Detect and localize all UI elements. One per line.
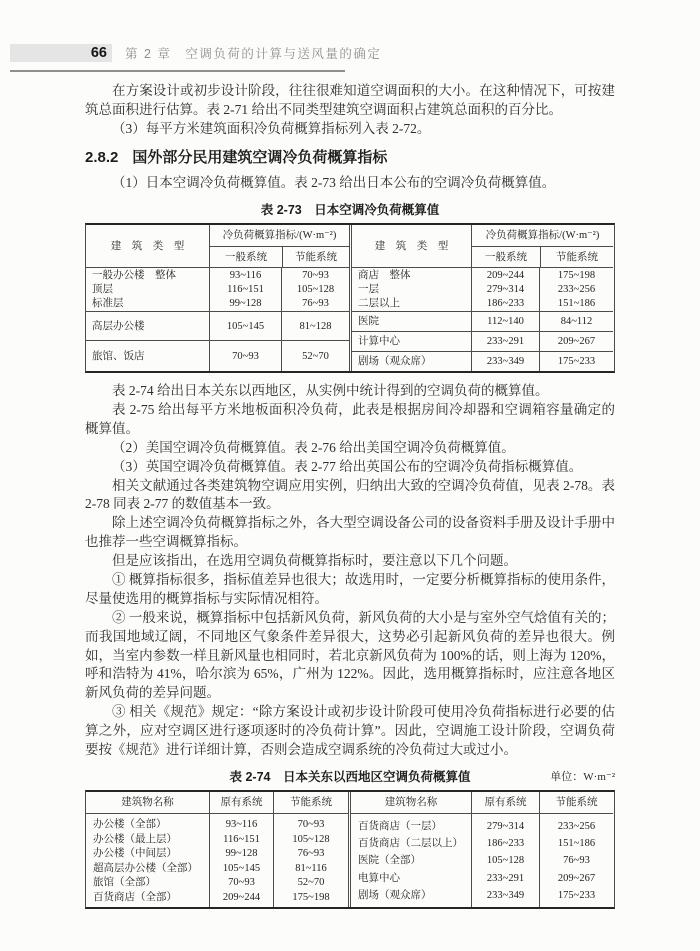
table-2-74-unit: 单位：W·m⁻² [550,770,615,783]
cell-value: 112~140 [471,312,539,331]
cell-text: 办公楼（中间层） [93,848,177,860]
cell-text: 标准层 [92,298,124,310]
paragraph: ① 概算指标很多，指标值差异也很大；故选用时，一定要分析概算指标的使用条件，尽量使选用的概算指标与实际情况相符。 [85,571,615,606]
cell-values-energy [539,268,613,311]
cell-values-energy [281,268,349,311]
table-2-74 [85,790,615,909]
cell-building-name: 计算中心 [358,336,400,347]
cell-value: 209~267 [539,332,613,351]
cell-value: 70~93 [209,341,281,371]
paragraph: （1）日本空调冷负荷概算值。表 2-73 给出日本公布的空调冷负荷概算值。 [112,174,556,190]
cell-building-name: 旅馆、饭店 [92,350,145,362]
cell-value: 76~93 [302,298,329,310]
section-heading [85,147,615,168]
cell-value: 84~112 [539,312,613,331]
paragraph: （3）每平方米建筑面积冷负荷概算指标列入表 2-72。 [112,120,431,136]
cell-text: 顶层 [92,284,113,295]
paragraph: （2）美国空调冷负荷概算值。表 2-76 给出美国空调冷负荷概算值。 [112,439,515,455]
paragraph: 相关文献通过各类建筑物空调应用实例，归纳出大致的空调冷负荷值，见表 2-78。表 2-78 同表 2-77 的数值基本一致。 [85,477,615,512]
cell-value: 116~151 [223,833,260,845]
cell-value: 116~151 [227,284,264,295]
cell-value: 279~314 [486,284,525,295]
column-header-building-type: 建 筑 类 型 [110,240,185,252]
column-header-indicator-group [471,225,613,267]
cell-text: 百货商店（全部） [93,891,177,903]
cell-value: 81~128 [281,312,349,340]
table-2-74-right-half [348,792,613,907]
cell-text: 二层以上 [358,298,400,310]
cell-text: 旅馆（全部） [93,877,156,889]
cell-value: 52~70 [281,341,349,371]
column-header-building-name: 建筑物名称 [384,797,438,809]
table-row [352,311,613,331]
cell-value: 175~233 [557,890,596,902]
header-rule [10,70,345,72]
cell-value: 175~198 [292,891,330,903]
column-header-energy-system: 节能系统 [273,792,348,813]
cell-value: 186~233 [486,298,525,310]
page-number: 66 [90,45,107,61]
table-body [86,814,348,907]
cell-value: 70~93 [302,269,329,281]
table-header [86,792,348,814]
cell-text: 超高层办公楼（全部） [93,862,198,874]
column-header-indicator: 冷负荷概算指标/(W·m⁻²) [210,225,349,247]
column-header-original-system: 原有系统 [471,792,539,813]
column-building-names [351,814,471,907]
table-2-74-title: 表 2-74 日本关东以西地区空调负荷概算值 [229,769,471,784]
column-energy-values [273,814,348,907]
cell-value: 81~116 [295,862,327,874]
cell-value: 233~291 [471,332,539,351]
cell-values-general [471,268,539,311]
cell-value: 175~198 [557,269,596,281]
cell-value: 209~244 [222,891,261,903]
table-2-73-right-half [349,225,613,371]
cell-value: 105~145 [222,862,261,874]
spacer [85,373,615,382]
cell-text: 一般办公楼 整体 [92,269,176,281]
column-header-building-name: 建筑物名称 [121,797,174,809]
cell-value: 93~116 [225,819,258,831]
cell-value: 209~267 [557,872,596,884]
table-2-73 [85,223,615,373]
paragraph: 在方案设计或初步设计阶段，往往很难知道空调面积的大小。在这种情况下，可按建筑总面积进行估算。表 2-71 给出不同类型建筑空调面积占建筑总面积的百分比。 [85,83,615,117]
table-row-group [352,267,613,311]
cell-value: 76~93 [297,848,325,860]
column-header-general-system: 一般系统 [225,251,267,263]
paragraph: （3）英国空调冷负荷概算值。表 2-77 给出英国公布的空调冷负荷指标概算值。 [112,458,583,474]
cell-value: 233~349 [471,352,539,371]
cell-building-name: 剧场（观众席） [358,356,432,367]
column-header-energy-system: 节能系统 [540,247,613,267]
table-row [352,351,613,371]
paragraph: 除上述空调冷负荷概算指标之外，各大型空调设备公司的设备资料手册及设计手册中也推荐一些空调概算指标。 [85,515,615,550]
cell-value: 233~349 [486,890,525,902]
table-row-group [86,267,349,311]
column-building-names [86,814,209,907]
cell-text: 办公楼（全部） [93,819,167,831]
cell-text: 一层 [358,284,379,295]
column-header-energy-system: 节能系统 [282,247,349,267]
table-2-73-left-half [86,225,349,371]
column-header-general-system: 一般系统 [485,251,527,263]
cell-text: 商店 整体 [358,269,411,281]
cell-value: 233~291 [486,872,525,884]
column-energy-values [539,814,613,907]
cell-value: 76~93 [563,855,590,867]
column-header-indicator-group [209,225,349,267]
cell-building-name: 高层办公楼 [92,320,145,332]
column-original-values [209,814,273,907]
column-header-building-type: 建 筑 类 型 [374,240,449,252]
cell-value: 105~128 [296,284,335,295]
text-column [85,82,615,909]
cell-value: 93~116 [229,269,262,281]
table-row [352,331,613,351]
cell-text: 剧场（观众席） [358,890,432,902]
paragraph: 但是应该指出，在选用空调负荷概算指标时，要注意以下几个问题。 [112,553,517,569]
paragraph: 表 2-74 给出日本关东以西地区，从实例中统计得到的空调负荷的概算值。 [112,383,549,399]
column-header-original-system: 原有系统 [209,792,273,813]
table-header [351,792,613,814]
cell-value: 209~244 [486,269,525,281]
cell-text: 百货商店（二层以上） [358,837,463,849]
cell-value: 279~314 [486,820,525,832]
running-head [10,44,690,62]
cell-value: 151~186 [557,837,596,849]
cell-text: 办公楼（最上层） [93,833,177,845]
cell-text: 电算中心 [358,872,400,884]
column-header-energy-system: 节能系统 [539,792,613,813]
cell-value: 70~93 [297,819,325,831]
cell-text: 百货商店（一层） [358,820,442,832]
cell-value: 175~233 [539,352,613,371]
cell-value: 105~128 [486,855,525,867]
table-row [86,340,349,371]
cell-building-name: 医院 [358,316,379,327]
table-header [86,225,349,267]
cell-value: 99~128 [229,298,262,310]
column-header-indicator: 冷负荷概算指标/(W·m⁻²) [472,225,613,247]
cell-values-general [209,268,281,311]
section-number: 2.8.2 [85,148,119,166]
cell-value: 70~93 [228,877,255,889]
paragraph: ③ 相关《规范》规定：“除方案设计或初步设计阶段可使用冷负荷指标进行必要的估算之外，应对空调区进行逐项逐时的冷负荷计算”。因此，空调施工设计阶段，空调负荷要按《规范》进行详细计算，否则会造成空调系统的冷负荷过大或过小。 [85,704,615,757]
cell-value: 105~128 [292,833,330,845]
paragraph: 表 2-75 给出每平方米地板面积冷负荷，此表是根据房间冷却器和空调箱容量确定的概算值。 [85,401,615,436]
section-title: 国外部分民用建筑空调冷负荷概算指标 [132,148,388,166]
table-body [351,814,613,907]
cell-value: 186~233 [486,837,525,849]
cell-value: 233~256 [557,284,596,295]
column-original-values [471,814,539,907]
table-row [86,311,349,340]
cell-value: 105~145 [209,312,281,340]
chapter-title: 第 2 章 空调负荷的计算与送风量的确定 [125,47,382,61]
cell-building-names [86,268,209,311]
table-2-74-left-half [86,792,348,907]
cell-text: 医院（全部） [358,855,421,867]
cell-value: 151~186 [557,298,596,310]
cell-value: 52~70 [297,877,325,889]
cell-value: 99~128 [225,848,258,860]
table-header [352,225,613,267]
cell-building-names [352,268,471,311]
table-2-74-caption [85,769,615,787]
cell-value: 233~256 [557,820,596,832]
paragraph: ② 一般来说，概算指标中包括新风负荷，新风负荷的大小是与室外空气焓值有关的；而我国地域辽阔，不同地区气象条件差异很大，这势必引起新风负荷的差异也很大。例如，当室内参数一样且新风量也相同时，若北京新风负荷为 100%的话，则上海为 120%，呼和浩特为 41%，哈尔滨为 65%，广州为 122%。因此，选用概算指标时，应注意各地区新风负荷的差异问题。 [85,609,615,701]
page-number-bar [10,44,112,62]
table-2-73-caption: 表 2-73 日本空调冷负荷概算值 [260,202,440,217]
